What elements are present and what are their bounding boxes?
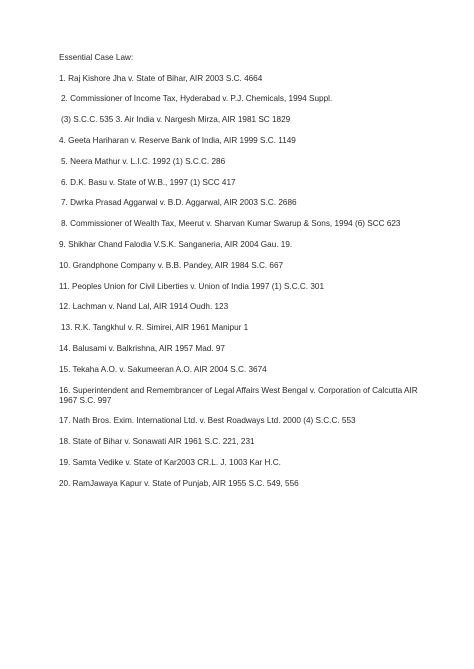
case-item: 18. State of Bihar v. Sonawati AIR 1961 S.C. 221, 231 [59,437,255,447]
case-item: 19. Samta Vedike v. State of Kar2003 CR.L. J. 1003 Kar H.C. [59,457,281,467]
case-item: 14. Balusami v. Balkrishna, AIR 1957 Mad. 97 [59,343,225,353]
case-item: 20. RamJawaya Kapur v. State of Punjab, AIR 1955 S.C. 549, 556 [59,478,299,488]
case-item: 8. Commissioner of Wealth Tax, Meerut v. Sharvan Kumar Swarup & Sons, 1994 (6) SCC 623 [61,219,401,229]
case-item: 9. Shikhar Chand Falodia V.S.K. Sanganeria, AIR 2004 Gau. 19. [59,239,293,249]
document-heading: Essential Case Law: [59,53,134,62]
case-item: 10. Grandphone Company v. B.B. Pandey, AIR 1984 S.C. 667 [59,260,284,270]
case-item: 6. D.K. Basu v. State of W.B., 1997 (1) SCC 417 [61,177,236,187]
case-item: 17. Nath Bros. Exim. International Ltd. v. Best Roadways Ltd. 2000 (4) S.C.C. 553 [59,416,356,426]
case-item: 2. Commissioner of Income Tax, Hyderabad v. P.J. Chemicals, 1994 Suppl. [61,94,333,104]
case-item: 1. Raj Kishore Jha v. State of Bihar, AIR 2003 S.C. 4664 [59,73,263,83]
case-item: 11. Peoples Union for Civil Liberties v. Union of India 1997 (1) S.C.C. 301 [59,281,325,291]
case-item: 15. Tekaha A.O. v. Sakumeeran A.O. AIR 2004 S.C. 3674 [59,364,267,374]
case-item: 4. Geeta Hariharan v. Reserve Bank of India, AIR 1999 S.C. 1149 [59,135,296,145]
case-item: 5. Neera Mathur v. L.I.C. 1992 (1) S.C.C. 286 [61,156,226,166]
case-item: 12. Lachman v. Nand Lal, AIR 1914 Oudh. 123 [59,302,229,312]
case-item: 13. R.K. Tangkhul v. R. Simirei, AIR 1961 Manipur 1 [61,323,249,333]
case-item: 16. Superintendent and Remembrancer of Legal Affairs West Bengal v. Corporation of Calcutta AIR 1967 S.C. 997 [59,385,418,405]
case-item: 7. Dwrka Prasad Aggarwal v. B.D. Aggarwal, AIR 2003 S.C. 2686 [61,198,297,208]
case-law-list [59,74,439,489]
document-body [59,53,439,500]
case-item: (3) S.C.C. 535 3. Air India v. Nargesh Mirza, AIR 1981 SC 1829 [61,115,291,125]
